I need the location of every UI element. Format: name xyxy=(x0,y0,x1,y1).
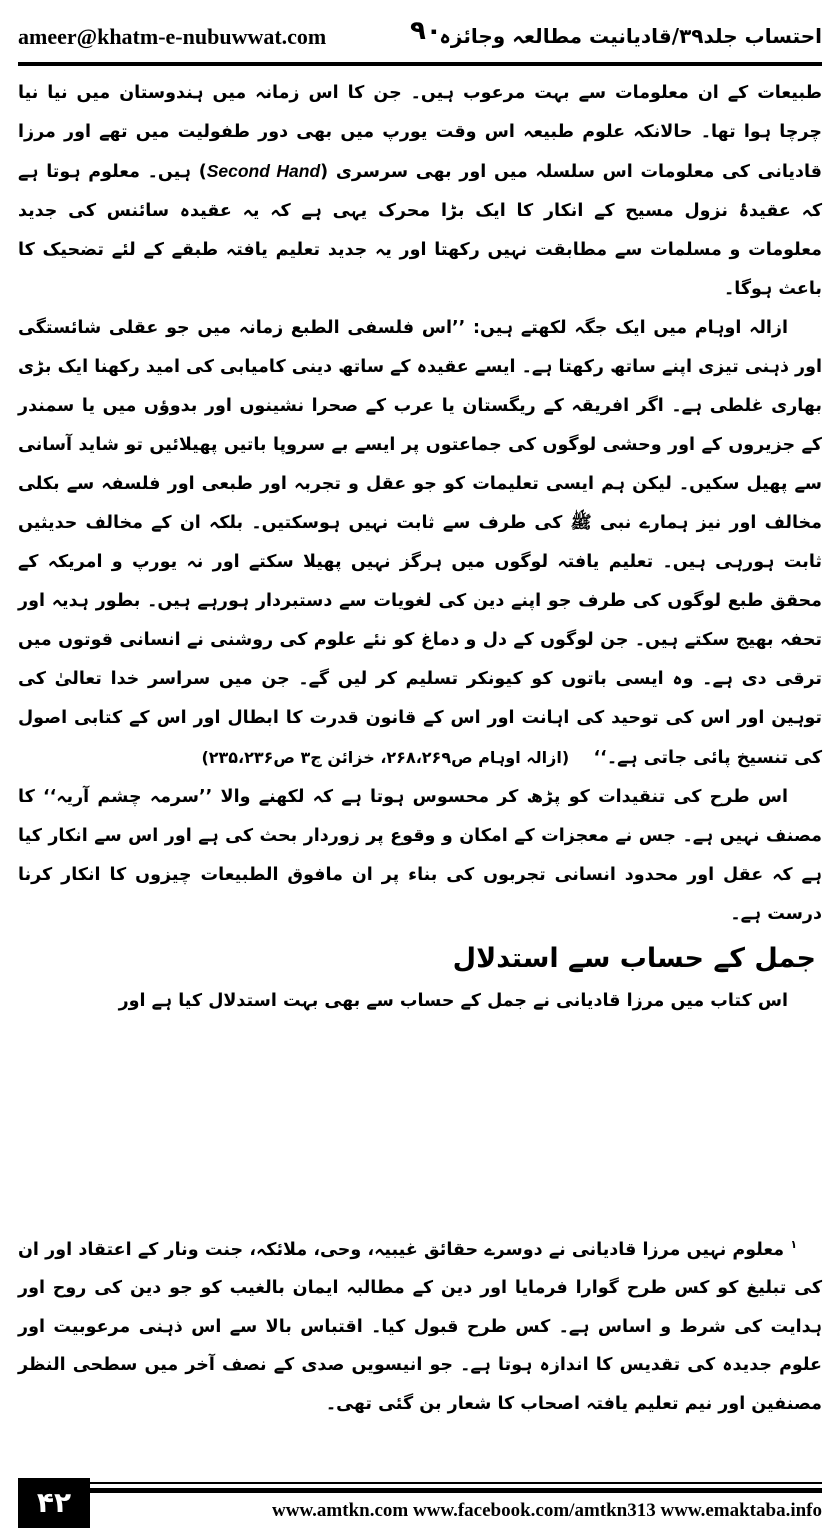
page-body xyxy=(18,74,822,1021)
paragraph-3: اس طرح کی تنقیدات کو پڑھ کر محسوس ہوتا ہے کہ لکھنے والا ’’سرمہ چشم آریہ‘‘ کا مصنف نہیں ہے۔ جس نے معجزات کے امکان و وقوع پر زوردار بحث کی ہے اور اس سے انکار کیا ہے کہ عقل اور محدود انسانی تجربوں کی بناء پر ان مافوق الطبیعات چیزوں کا انکار کرنا درست ہے۔ xyxy=(18,787,822,924)
footer-page-number: ۴۲ xyxy=(18,1478,90,1528)
paragraph-4: اس کتاب میں مرزا قادیانی نے جمل کے حساب سے بھی بہت استدلال کیا ہے اور xyxy=(118,991,788,1011)
footnote-block xyxy=(18,1226,822,1423)
footer-divider-thin xyxy=(18,1482,822,1484)
paragraph-2 xyxy=(18,309,822,778)
header-book-title: احتساب جلد۳۹/قادیانیت مطالعہ وجائزہ xyxy=(439,24,822,48)
paragraph-1 xyxy=(18,74,822,309)
page-header xyxy=(18,14,822,54)
footer-divider-thick xyxy=(18,1488,822,1493)
quotation-reference: (ازالہ اوہام ص۲۶۸،۲۶۹، خزائن ج۳ ص۲۳۵،۲۳۶) xyxy=(201,748,570,767)
quotation-text: ازالہ اوہام میں ایک جگہ لکھتے ہیں: ’’اس فلسفی الطبع زمانہ میں جو عقلی شائستگی اور ذہنی تیزی اپنے ساتھ رکھتا ہے۔ ایسے عقیدہ کے ساتھ دینی کامیابی کی امید رکھنا ایک بڑی بھاری غلطی ہے۔ اگر افریقہ کے ریگستان یا عرب کے صحرا نشینوں اور بدوؤں میں یا سمندر کے جزیروں کے اور وحشی لوگوں کی جماعتوں پر ایسے بے سروپا باتیں پھیلائیں تو شاید آسانی سے پھیل سکیں۔ لیکن ہم ایسی تعلیمات کو جو عقل و تجربہ اور طبعی اور فلسفہ سے بکلی مخالف اور نیز ہمارے نبی ﷺ کی طرف سے ثابت نہیں ہوسکتیں۔ بلکہ ان کے مخالف حدیثیں ثابت ہورہی ہیں۔ تعلیم یافتہ لوگوں میں ہرگز نہیں پھیلا سکتے اور نہ یورپ و امریکہ کے محقق طبع لوگوں کی طرف جو اپنے دین کی لغویات سے دستبردار ہورہے ہیں۔ بطور ہدیہ اور تحفہ بھیج سکتے ہیں۔ جن لوگوں کے دل و دماغ کو نئے علوم کی روشنی نے انسانی قوتوں میں ترقی دی ہے۔ وہ ایسی باتوں کو کیونکر تسلیم کر لیں گے۔ جن میں سراسر خدا تعالیٰ کی توہین اور اس کی توحید کی اہانت اور اس کے قانون قدرت کا ابطال اور اس کے کتابی اصول کی تنسیخ پائی جاتی ہے۔‘‘ xyxy=(18,318,822,768)
paragraph-1-before: طبیعات کے ان معلومات سے بہت مرعوب ہیں۔ جن کا اس زمانہ میں ہندوستان میں نیا نیا چرچا ہوا تھا۔ حالانکہ علوم طبیعہ اس وقت یورپ میں بھی دور طفولیت میں تھے اور مرزا قادیانی کی معلومات اس سلسلہ میں اور بھی سرسری ( xyxy=(18,83,822,182)
section-heading: جمل کے حساب سے استدلال xyxy=(452,943,816,974)
footnote-text: معلوم نہیں مرزا قادیانی نے دوسرے حقائق غیبیہ، وحی، ملائکہ، جنت ونار کے اعتقاد اور ان کی تبلیغ کو کس طرح گوارا فرمایا اور دین کے مطالبہ ایمان بالغیب کو جو دین کی روح اور ہدایت کی شرط و اساس ہے۔ کس طرح قبول کیا۔ اقتباس بالا سے اس ذہنی مرعوبیت اور علوم جدیدہ کی تقدیس کا اندازہ ہوتا ہے۔ جو انیسویں صدی کے نصف آخر میں سطحی النظر مصنفین اور نیم تعلیم یافتہ اصحاب کا شعار بن گئی تھی۔ xyxy=(18,1239,822,1414)
footer-links: www.amtkn.com www.facebook.com/amtkn313 www.emaktaba.info xyxy=(272,1500,822,1521)
paragraph-1-after: ) ہیں۔ معلوم ہوتا ہے کہ عقیدۂ نزول مسیح کے انکار کا ایک بڑا محرک یہی ہے کہ یہ عقیدہ سائنس کی جدید معلومات و مسلمات سے مطابقت نہیں رکھتا اور یہ جدید تعلیم یافتہ طبقے کے لئے تضحیک کا باعث ہوگا۔ xyxy=(18,162,823,299)
header-page-number: ۹۰ xyxy=(410,16,442,46)
paragraph-1-latin: Second Hand xyxy=(206,161,321,181)
footnote xyxy=(18,1226,822,1423)
header-divider xyxy=(18,62,822,66)
header-email: ameer@khatm-e-nubuwwat.com xyxy=(18,24,327,49)
footnote-marker: ۱ xyxy=(790,1238,798,1251)
